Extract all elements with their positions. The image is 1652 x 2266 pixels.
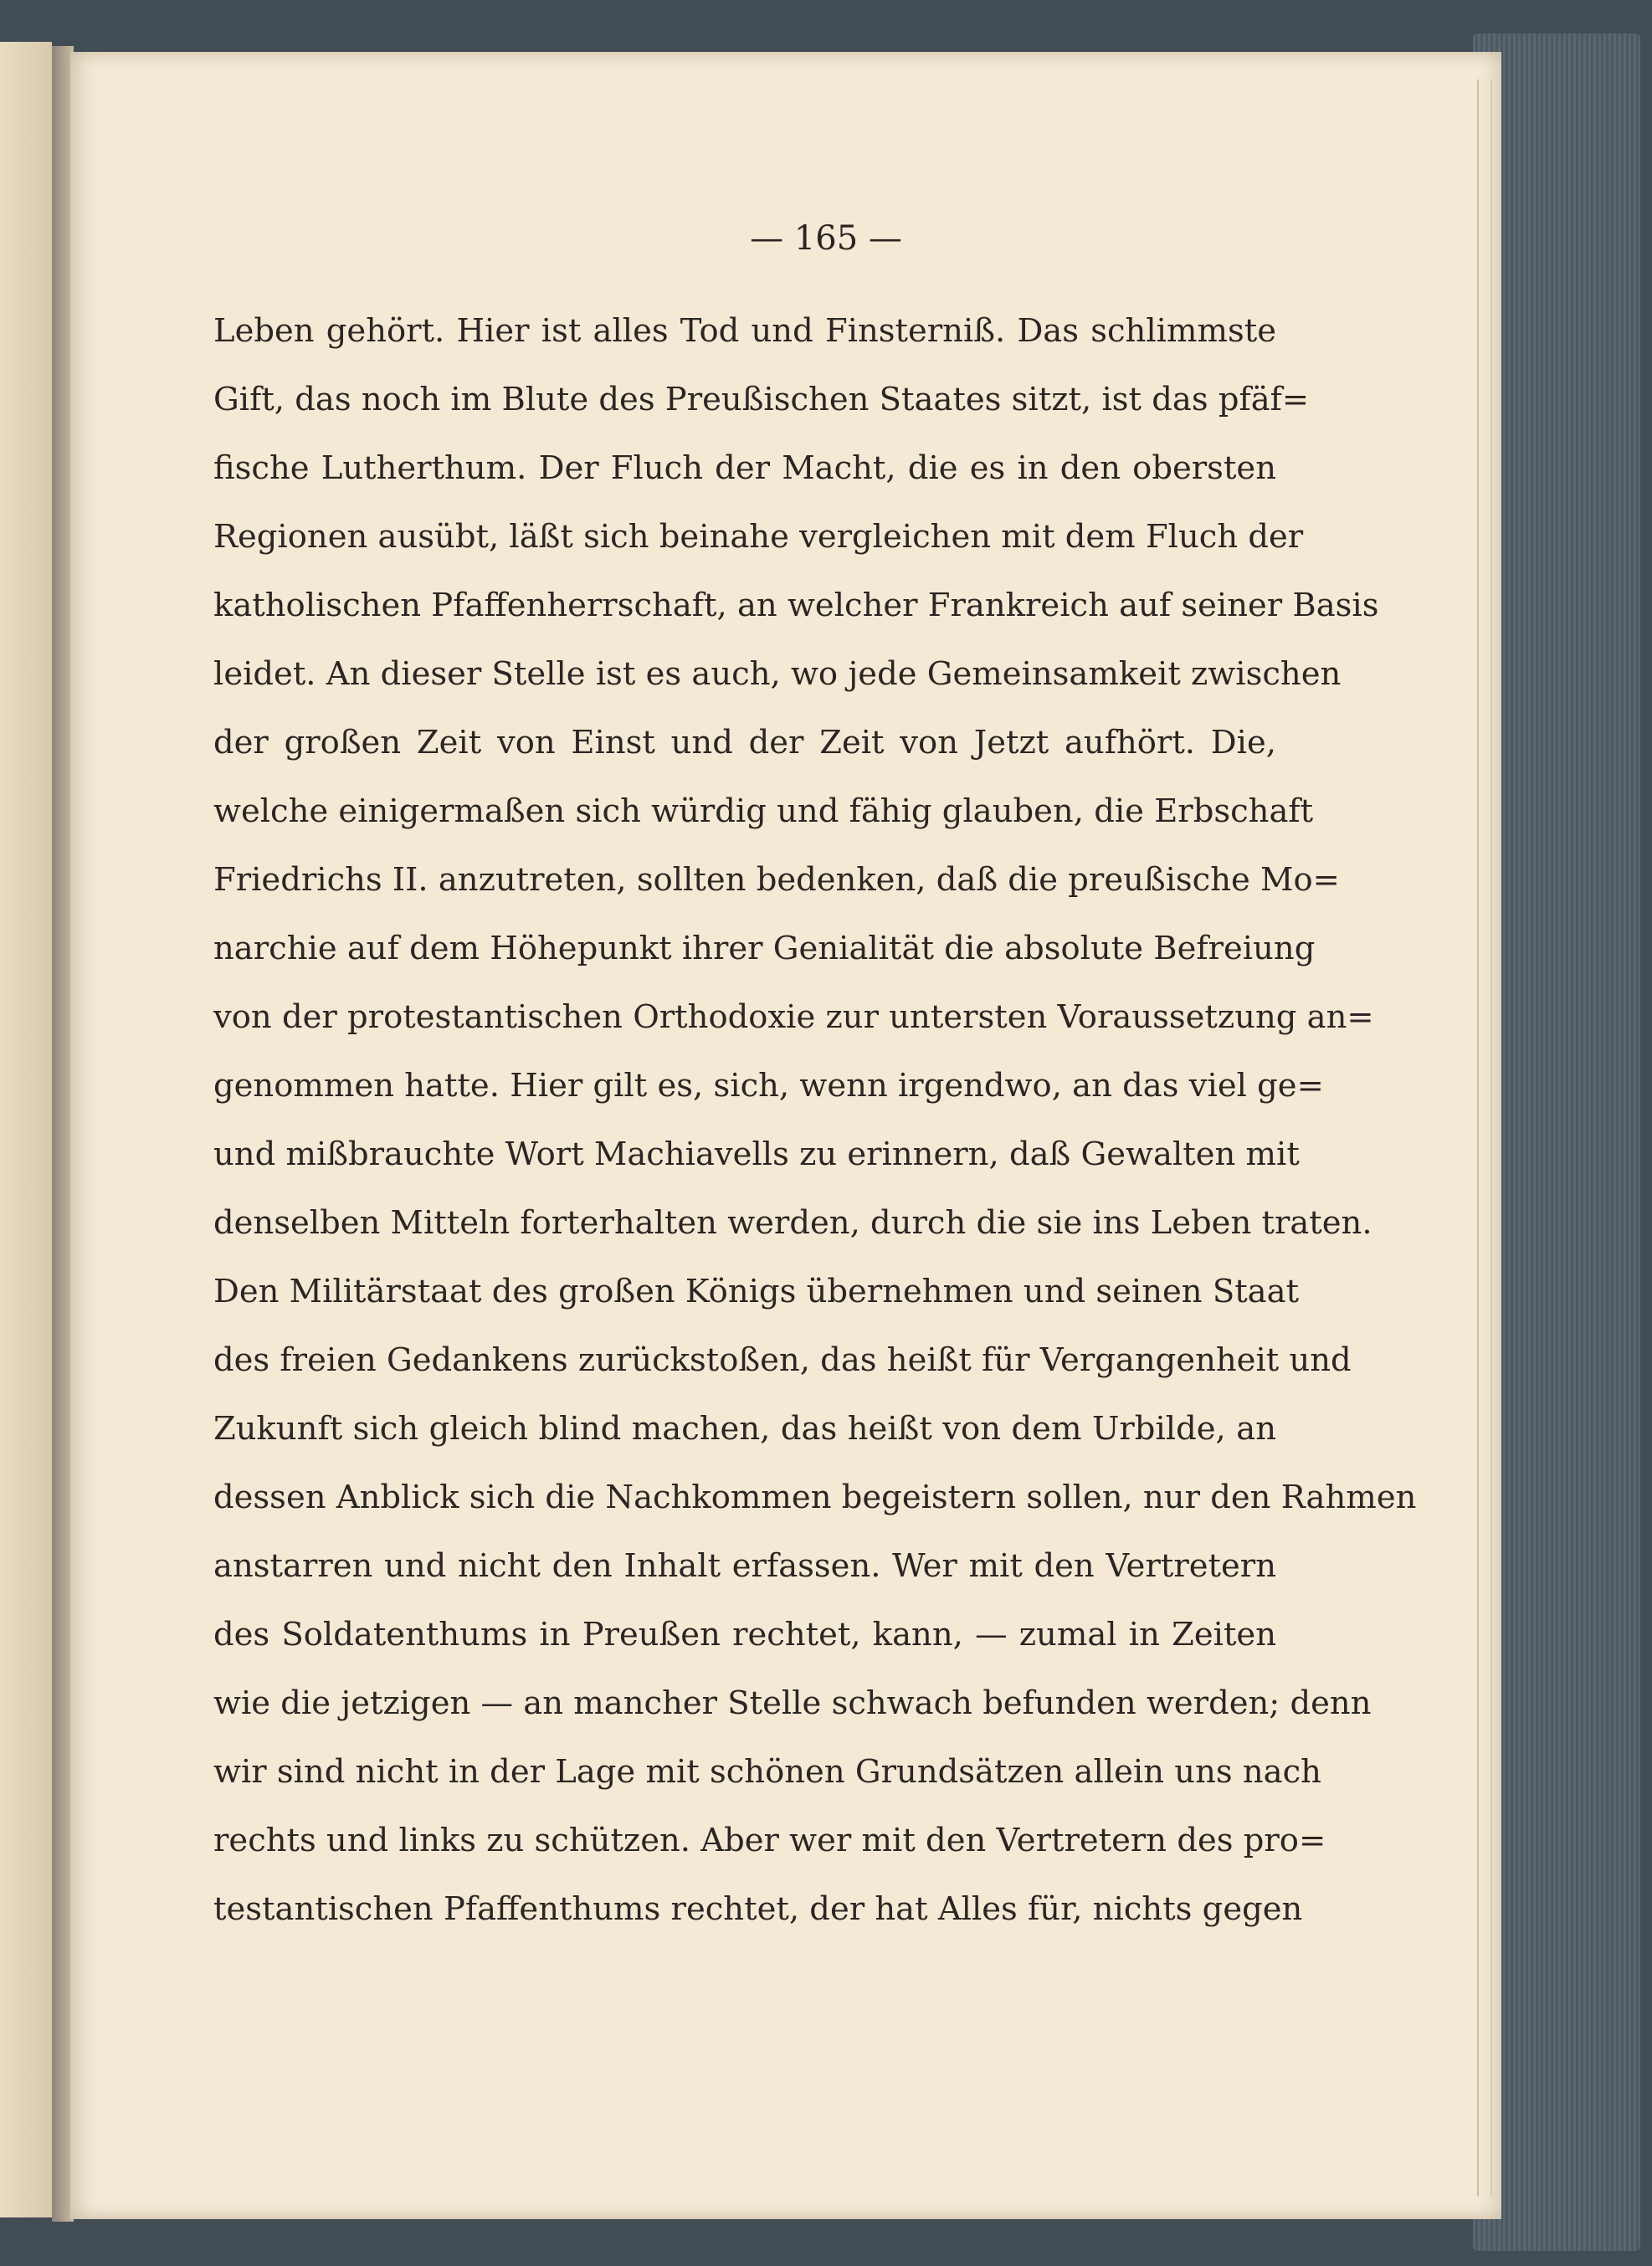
- page-number: — 165 —: [750, 219, 902, 258]
- text-line: Den Militärstaat des großen Königs übernehmen und seinen Staat: [213, 1273, 1300, 1310]
- text-line: genommen hatte. Hier gilt es, sich, wenn irgendwo, an das viel ge=: [213, 1067, 1324, 1105]
- text-line: dessen Anblick sich die Nachkommen begeistern sollen, nur den Rahmen: [213, 1479, 1417, 1516]
- text-line: und mißbrauchte Wort Machiavells zu erinnern, daß Gewalten mit: [213, 1136, 1300, 1173]
- text-line: katholischen Pfaffenherrschaft, an welcher Frankreich auf seiner Basis: [213, 587, 1379, 624]
- text-line: testantischen Pfaffenthums rechtet, der hat Alles für, nichts gegen: [213, 1890, 1303, 1928]
- text-line: Zukunft sich gleich blind machen, das heißt von dem Urbilde, an: [213, 1410, 1276, 1448]
- text-line: des Soldatenthums in Preußen rechtet, kann, — zumal in Zeiten: [213, 1616, 1276, 1653]
- text-line: der großen Zeit von Einst und der Zeit von Jetzt aufhört. Die,: [213, 724, 1276, 761]
- text-line: Gift, das noch im Blute des Preußischen Staates sitzt, ist das pfäf=: [213, 381, 1310, 418]
- previous-page-sliver: [0, 42, 52, 2217]
- text-line: leidet. An dieser Stelle ist es auch, wo jede Gemeinsamkeit zwischen: [213, 655, 1342, 693]
- text-line: denselben Mitteln forterhalten werden, durch die sie ins Leben traten.: [213, 1204, 1372, 1242]
- text-line: fische Lutherthum. Der Fluch der Macht, die es in den obersten: [213, 449, 1276, 487]
- text-line: von der protestantischen Orthodoxie zur untersten Voraussetzung an=: [213, 998, 1374, 1036]
- text-line: welche einigermaßen sich würdig und fähig glauben, die Erbschaft: [213, 792, 1314, 830]
- text-line: wie die jetzigen — an mancher Stelle schwach befunden werden; denn: [213, 1684, 1372, 1722]
- text-line: rechts und links zu schützen. Aber wer mit den Vertretern des pro=: [213, 1822, 1326, 1859]
- text-line: anstarren und nicht den Inhalt erfassen. Wer mit den Vertretern: [213, 1547, 1276, 1585]
- text-line: Regionen ausübt, läßt sich beinahe vergleichen mit dem Fluch der: [213, 518, 1304, 556]
- page-edge-lines: [1477, 79, 1492, 2197]
- text-line: Friedrichs II. anzutreten, sollten bedenken, daß die preußische Mo=: [213, 861, 1340, 899]
- body-text: [213, 297, 1417, 1944]
- text-line: wir sind nicht in der Lage mit schönen Grundsätzen allein uns nach: [213, 1753, 1321, 1791]
- text-line: narchie auf dem Höhepunkt ihrer Genialität die absolute Befreiung: [213, 930, 1316, 967]
- text-line: des freien Gedankens zurückstoßen, das heißt für Vergangenheit und: [213, 1341, 1352, 1379]
- text-line: Leben gehört. Hier ist alles Tod und Finsterniß. Das schlimmste: [213, 312, 1276, 350]
